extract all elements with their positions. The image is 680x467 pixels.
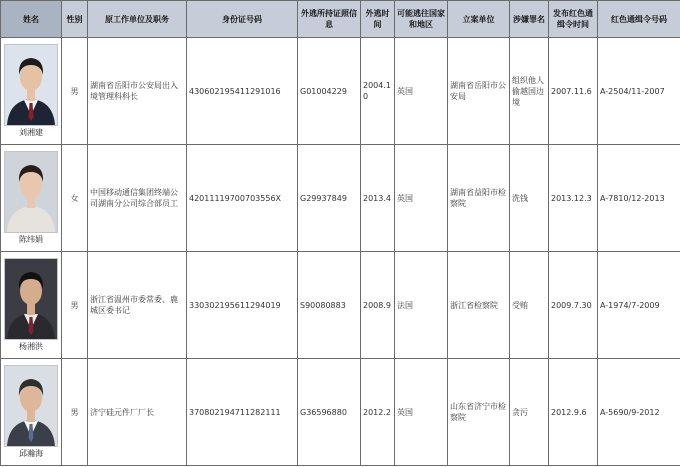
- notice-date-cell: 2007.11.6: [549, 38, 598, 145]
- notice-no-cell: A-1974/7-2009: [598, 252, 680, 359]
- passport-cell: S90080883: [298, 252, 361, 359]
- name-cell: [1, 252, 62, 359]
- header-name: 姓名: [1, 1, 62, 38]
- header-agency: 立案单位: [448, 1, 510, 38]
- table-row: [1, 145, 680, 252]
- header-crime: 涉嫌罪名: [510, 1, 549, 38]
- id-cell: 370802194711282111: [187, 359, 298, 466]
- passport-cell: G01004229: [298, 38, 361, 145]
- unit-cell: 湖南省岳阳市公安局出入境管理科科长: [88, 38, 187, 145]
- portrait-photo: [4, 151, 58, 233]
- crime-cell: 洗钱: [510, 145, 549, 252]
- table-row: [1, 359, 680, 466]
- crime-cell: 受贿: [510, 252, 549, 359]
- person-name: 刘湘建: [19, 128, 43, 137]
- header-unit: 原工作单位及职务: [88, 1, 187, 38]
- unit-cell: 中国移动通信集团终端公司湖南分公司综合部员工: [88, 145, 187, 252]
- country-cell: 法国: [395, 252, 448, 359]
- notice-no-cell: A-2504/11-2007: [598, 38, 680, 145]
- header-gender: 性别: [62, 1, 88, 38]
- gender-cell: 男: [62, 359, 88, 466]
- notice-no-cell: A-5690/9-2012: [598, 359, 680, 466]
- notice-date-cell: 2009.7.30: [549, 252, 598, 359]
- agency-cell: 浙江省检察院: [448, 252, 510, 359]
- crime-cell: 贪污: [510, 359, 549, 466]
- name-cell: [1, 145, 62, 252]
- table-row: [1, 252, 680, 359]
- name-cell: [1, 38, 62, 145]
- header-passport: 外逃所持证照信息: [298, 1, 361, 38]
- unit-cell: 济宁硅元件厂厂长: [88, 359, 187, 466]
- time-cell: 2008.9: [361, 252, 395, 359]
- notice-no-cell: A-7810/12-2013: [598, 145, 680, 252]
- gender-cell: 女: [62, 145, 88, 252]
- header-id: 身份证号码: [187, 1, 298, 38]
- agency-cell: 湖南省岳阳市公安局: [448, 38, 510, 145]
- agency-cell: 山东省济宁市检察院: [448, 359, 510, 466]
- gender-cell: 男: [62, 38, 88, 145]
- header-notice-no: 红色通缉令号码: [598, 1, 680, 38]
- passport-cell: G29937849: [298, 145, 361, 252]
- portrait-photo: [4, 365, 58, 447]
- name-cell: [1, 359, 62, 466]
- header-notice-date: 发布红色通缉令时间: [549, 1, 598, 38]
- header-row: [1, 1, 680, 38]
- crime-cell: 组织他人偷越国边境: [510, 38, 549, 145]
- agency-cell: 湖南省益阳市检察院: [448, 145, 510, 252]
- time-cell: 2013.4: [361, 145, 395, 252]
- country-cell: 英国: [395, 145, 448, 252]
- header-country: 可能逃往国家和地区: [395, 1, 448, 38]
- id-cell: 330302195611294019: [187, 252, 298, 359]
- person-name: 陈纬娟: [19, 235, 43, 244]
- table-row: [1, 38, 680, 145]
- person-name: 邱瀚海: [19, 449, 43, 458]
- id-cell: 42011119700703556X: [187, 145, 298, 252]
- country-cell: 英国: [395, 359, 448, 466]
- person-name: 杨湘洪: [19, 342, 43, 351]
- gender-cell: 男: [62, 252, 88, 359]
- passport-cell: G36596880: [298, 359, 361, 466]
- time-cell: 2004.10: [361, 38, 395, 145]
- id-cell: 430602195411291016: [187, 38, 298, 145]
- unit-cell: 浙江省温州市委常委、鹿城区委书记: [88, 252, 187, 359]
- notice-date-cell: 2012.9.6: [549, 359, 598, 466]
- portrait-photo: [4, 258, 58, 340]
- portrait-photo: [4, 44, 58, 126]
- country-cell: 英国: [395, 38, 448, 145]
- time-cell: 2012.2: [361, 359, 395, 466]
- notice-date-cell: 2013.12.3: [549, 145, 598, 252]
- header-time: 外逃时间: [361, 1, 395, 38]
